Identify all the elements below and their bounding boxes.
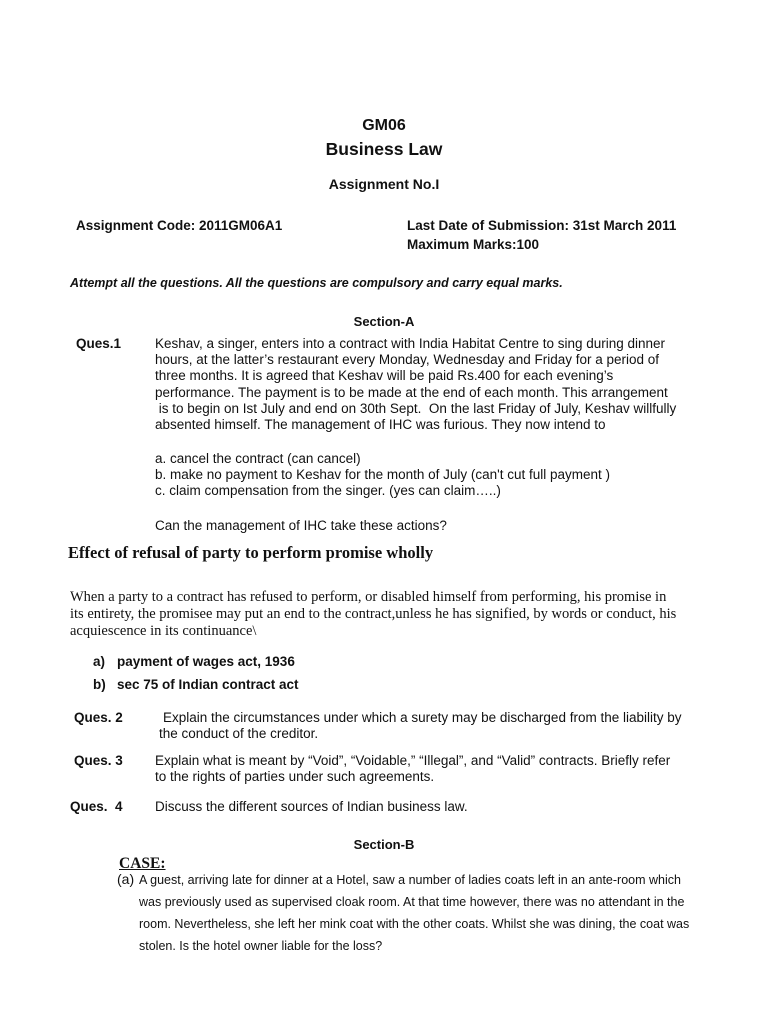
question-1-line: hours, at the latter’s restaurant every Monday, Wednesday and Friday for a period of	[155, 352, 660, 368]
question-1-text	[155, 336, 755, 433]
option-c: c. claim compensation from the singer. (yes can claim…..)	[155, 483, 501, 499]
section-b-heading: Section-B	[353, 837, 415, 852]
section-a-heading: Section-A	[353, 314, 415, 329]
question-1-line: is to begin on Ist July and end on 30th Sept. On the last Friday of July, Keshav willfully	[155, 400, 677, 416]
question-4-text: Discuss the different sources of Indian business law.	[155, 799, 468, 814]
note-line: acquiescence in its continuance\	[70, 623, 257, 639]
question-2-line: Explain the circumstances under which a surety may be discharged from the liability by	[163, 710, 682, 725]
question-1-label: Ques.1	[76, 336, 122, 351]
question-2-line: the conduct of the creditor.	[159, 726, 319, 741]
question-1-line: absented himself. The management of IHC was furious. They now intend to	[155, 417, 606, 433]
case-a-line: was previously used as supervised cloak room. At that time however, there was no attendant in the	[139, 895, 685, 909]
ref-b-marker: b)	[93, 677, 106, 692]
instructions: Attempt all the questions. All the questions are compulsory and carry equal marks.	[70, 276, 563, 290]
course-title: Business Law	[325, 139, 443, 159]
question-1-line: performance. The payment is to be made at the end of each month. This arrangement	[155, 384, 668, 400]
ref-b-text: sec 75 of Indian contract act	[117, 677, 299, 692]
question-3-line: Explain what is meant by “Void”, “Voidable,” “Illegal”, and “Valid” contracts. Briefly refer	[155, 753, 671, 768]
case-a-line: A guest, arriving late for dinner at a Hotel, saw a number of ladies coats left in an ante-room which	[139, 873, 681, 887]
ref-a-text: payment of wages act, 1936	[117, 654, 295, 669]
maximum-marks: Maximum Marks:100	[407, 237, 540, 252]
ref-a-marker: a)	[93, 654, 106, 669]
case-a-line: room. Nevertheless, she left her mink coat with the other coats. Whilst she was dining, the coat was	[139, 917, 690, 931]
note-heading: Effect of refusal of party to perform promise wholly	[68, 543, 434, 562]
option-b: b. make no payment to Keshav for the month of July (can't cut full payment )	[155, 467, 611, 483]
assignment-code: Assignment Code: 2011GM06A1	[76, 218, 283, 233]
note-paragraph	[70, 589, 760, 640]
question-1-line: Keshav, a singer, enters into a contract with India Habitat Centre to sing during dinner	[155, 336, 666, 351]
note-line: its entirety, the promisee may put an end to the contract,unless he has signified, by words or conduct, his	[70, 606, 677, 622]
question-3-label: Ques. 3	[74, 753, 123, 768]
assignment-number: Assignment No.I	[328, 176, 440, 192]
case-a-line: stolen. Is the hotel owner liable for the loss?	[139, 939, 383, 953]
question-1-options	[155, 451, 755, 500]
option-a: a. cancel the contract (can cancel)	[155, 451, 361, 466]
last-submission-date: Last Date of Submission: 31st March 2011	[407, 218, 677, 233]
question-4-label: Ques. 4	[70, 799, 123, 814]
note-line: When a party to a contract has refused to perform, or disabled himself from performing, his promise in	[70, 589, 667, 605]
question-2-label: Ques. 2	[74, 710, 123, 725]
case-a-text	[139, 869, 759, 957]
question-1-prompt: Can the management of IHC take these actions?	[155, 518, 447, 533]
case-heading: CASE:	[119, 855, 166, 872]
question-1-line: three months. It is agreed that Keshav will be paid Rs.400 for each evening’s	[155, 368, 614, 384]
course-code: GM06	[362, 117, 406, 134]
question-3-text	[155, 753, 755, 785]
case-a-marker: (a)	[117, 871, 135, 887]
question-3-line: to the rights of parties under such agreements.	[155, 769, 435, 785]
